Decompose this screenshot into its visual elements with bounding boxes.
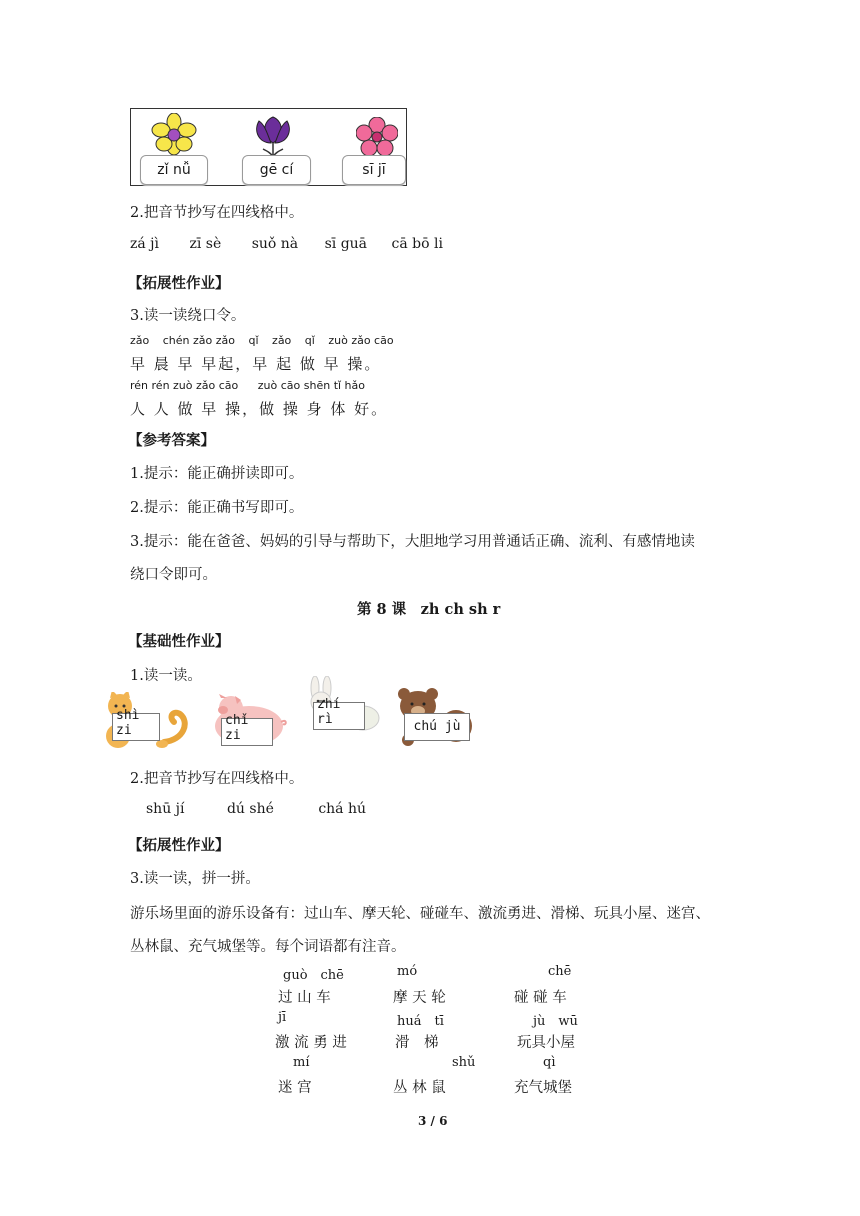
word-chinese: 滑 梯 [395,1035,439,1051]
syllable: dú shé [226,801,274,817]
tongue-twister-pinyin-2: rén rén zuò zǎo cāo zuò cāo shēn tǐ hǎo [130,379,365,392]
animal-card-3: zhí rì [313,702,365,730]
flower-card-2: gē cí [242,155,311,185]
word-chinese: 过 山 车 [278,990,331,1006]
animal-card-2: chǐ zi [221,718,273,746]
syllable: zī sè [189,236,222,252]
q2b-title: 2.把音节抄写在四线格中。 [130,771,304,787]
syllable: cā bō li [391,236,443,252]
word-pinyin: qì [543,1055,556,1070]
answer-3-line-1: 3.提示：能在爸爸、妈妈的引导与帮助下，大胆地学习用普通话正确、流利、有感情地读 [130,534,695,550]
tongue-twister-line-1: 早 晨 早 早起，早 起 做 早 操。 [130,355,382,373]
flower-card-3: sī jī [342,155,406,185]
page-number: 3 / 6 [418,1114,448,1128]
syllable: chá hú [318,801,367,817]
syllable: shū jí [146,801,185,817]
q2a-title: 2.把音节抄写在四线格中。 [130,205,304,221]
purple-flower-icon [249,113,297,157]
yellow-flower-icon [151,113,197,157]
syllable: zá jì [130,236,159,252]
q2a-syllables [130,236,443,252]
word-pinyin: mí [293,1055,310,1070]
word-pinyin: guò chē [283,968,344,983]
q3a-title: 3.读一读绕口令。 [130,308,246,324]
word-chinese: 摩 天 轮 [393,990,446,1006]
syllable: sī guā [324,236,368,252]
pink-flower-icon [356,117,398,157]
word-pinyin: jù wū [533,1014,578,1029]
word-pinyin: chē [548,964,572,979]
word-pinyin: huá tī [397,1014,444,1029]
answer-2: 2.提示：能正确书写即可。 [130,500,304,516]
syllable: suǒ nà [251,236,299,252]
q3b-paragraph-2: 丛林鼠、充气城堡等。每个词语都有注音。 [130,939,406,955]
lesson-title: 第 8 课 zh ch sh r [357,601,501,618]
basic-heading: 【基础性作业】 [128,634,230,650]
flower-card-1: zǐ nǚ [140,155,208,185]
word-chinese: 碰 碰 车 [514,990,567,1006]
word-chinese: 迷 宫 [278,1080,312,1096]
extension-heading-1: 【拓展性作业】 [128,276,230,292]
tongue-twister-line-2: 人 人 做 早 操，做 操 身 体 好。 [130,400,389,418]
extension-heading-2: 【拓展性作业】 [128,838,230,854]
word-chinese: 充气城堡 [514,1080,572,1096]
answer-1: 1.提示：能正确拼读即可。 [130,466,304,482]
word-chinese: 激 流 勇 进 [275,1035,347,1051]
tongue-twister-pinyin-1: zǎo chén zǎo zǎo qǐ zǎo qǐ zuò zǎo cāo [130,334,394,347]
word-pinyin: shǔ [452,1055,476,1070]
answers-heading: 【参考答案】 [128,433,215,449]
q2b-syllables [146,801,366,817]
flower-picture-box [130,108,407,186]
animal-card-1: shì zi [112,713,160,741]
word-pinyin: jī [278,1010,287,1025]
q1-title: 1.读一读。 [130,668,202,684]
answer-3-line-2: 绕口令即可。 [130,567,217,583]
animal-card-4: chú jù [404,713,470,741]
word-chinese: 玩具小屋 [517,1035,575,1051]
word-pinyin: mó [397,964,418,979]
word-chinese: 丛 林 鼠 [393,1080,446,1096]
q3b-title: 3.读一读，拼一拼。 [130,871,260,887]
q3b-paragraph-1: 游乐场里面的游乐设备有：过山车、摩天轮、碰碰车、激流勇进、滑梯、玩具小屋、迷宫、 [130,906,710,922]
